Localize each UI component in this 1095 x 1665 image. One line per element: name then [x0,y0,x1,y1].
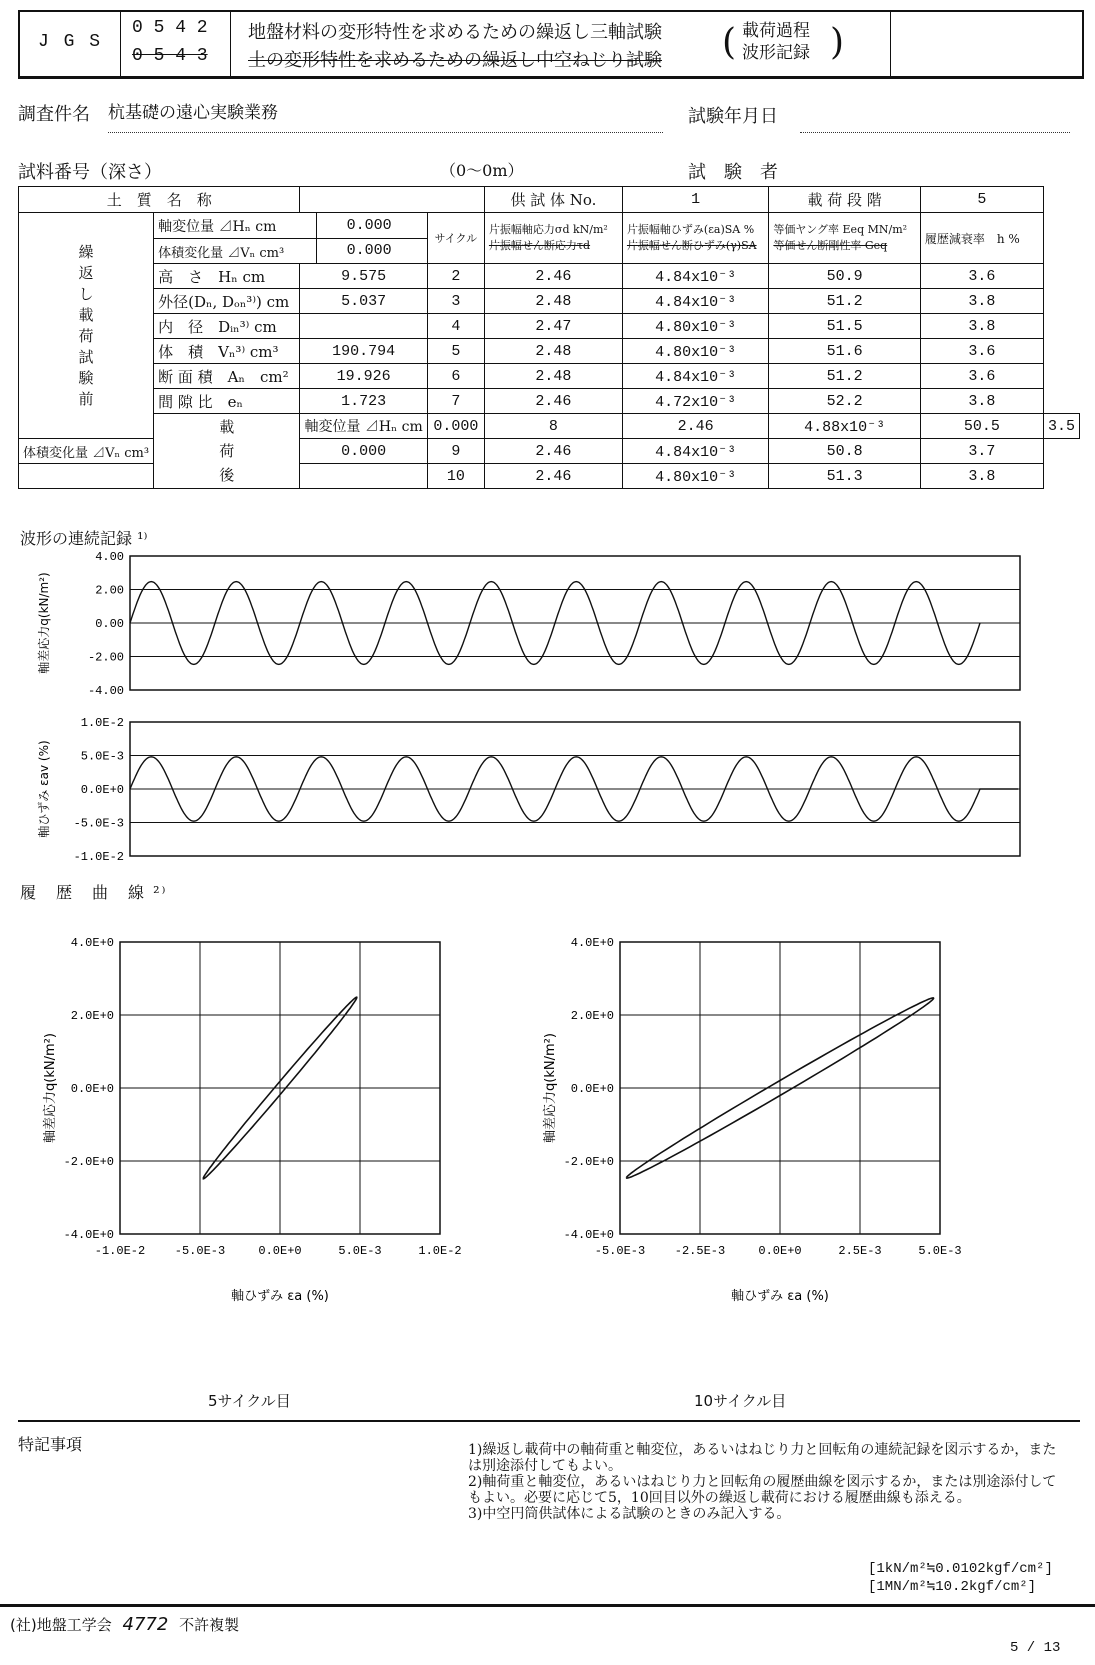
sample-label: 試料番号（深さ） [18,162,162,183]
tag-waveform-record: 波形記録 [742,43,810,63]
jgs-label: J G S [38,32,103,52]
table-row: 高 さ Hₙ cm 9.575 2 2.46 4.84x10⁻³ 50.9 3.6 [19,264,1080,289]
notes-block [468,1442,1068,1522]
damping-header: 履歴減衰率 h % [920,213,1043,264]
date-label: 試験年月日 [688,106,778,127]
x-tick-label: -1.0E-2 [94,1244,146,1258]
modulus-header: 等価ヤング率 Eeq MN/m² 等価せん断剛性率 Geq [769,213,921,264]
depth-value: （0～0m） [440,161,524,180]
cycle10-caption: 10サイクル目 [694,1392,787,1410]
footer-number: 4772 [122,1614,169,1635]
stage-value: 5 [920,187,1043,213]
post-loading-label: 載 荷 後 [154,414,300,489]
footer-publisher: (社)地盤工学会 4772 不許複製 [10,1614,240,1635]
survey-value: 杭基礎の遠心実験業務 [108,103,278,123]
x-tick-label: 0.0E+0 [758,1244,802,1258]
unit-conversions: [1kN/m²≒0.0102kgf/cm²] [1MN/m²≒10.2kgf/cm²] [868,1561,1053,1595]
hysteresis-cycle10-chart [540,930,980,1320]
hysteresis-cycle5-chart [40,930,480,1320]
date-underline [800,132,1070,133]
x-tick-label: -5.0E-3 [594,1244,646,1258]
y-tick-label: 4.0E+0 [70,936,114,950]
table-row: 断 面 積 Aₙ cm² 19.926 6 2.48 4.84x10⁻³ 51.2 3.6 [19,364,1080,389]
table-row: 内 径 Dᵢₙ³⁾ cm 4 2.47 4.80x10⁻³ 51.5 3.8 [19,314,1080,339]
pre-row-0: 軸変位量 ⊿Hₙ cm 0.000 [154,213,427,239]
y-tick-label: -1.0E-2 [73,850,124,864]
note-2: 2)軸荷重と軸変位，あるいはねじり力と回転角の履歴曲線を図示するか，または別途添付してもよい。必要に応じて5，10回目以外の繰返し載荷における履歴曲線も添える。 [468,1474,1057,1506]
x-axis-label: 軸ひずみ εa (%) [231,1289,329,1304]
y-tick-label: 2.0E+0 [570,1009,614,1023]
y-tick-label: 4.00 [95,550,124,564]
cycle-header: サイクル [427,213,484,264]
y-tick-label: 0.00 [95,617,124,631]
x-tick-label: -2.5E-3 [674,1244,726,1258]
table-row: 10 2.46 4.80x10⁻³ 51.3 3.8 [19,464,1080,489]
code-cell [120,12,231,76]
code-0543: 0 5 4 3 [132,46,208,66]
table-head-row [19,187,1080,213]
y-tick-label: -4.00 [87,684,124,698]
y-tick-label: 0.0E+0 [570,1082,614,1096]
x-tick-label: 5.0E-3 [338,1244,382,1258]
title-cell: 地盤材料の変形特性を求めるための繰返し三軸試験 土の変形特性を求めるための繰返し中空ねじり試験 ( 載荷過程 波形記録 ) [230,12,891,76]
y-tick-label: 1.0E-2 [80,716,124,730]
y-tick-label: 2.00 [95,583,124,598]
x-tick-label: 5.0E-3 [918,1244,962,1258]
title-tags [742,20,810,64]
y-tick-label: -2.00 [87,650,124,665]
y-tick-label: -2.0E+0 [563,1155,614,1169]
table-row: 間 隙 比 eₙ 1.723 7 2.46 4.72x10⁻³ 52.2 3.8 [19,389,1080,414]
column-header-row [19,213,1080,264]
tester-label: 試 験 者 [688,162,778,183]
y-tick-label: 0.0E+0 [80,783,124,797]
y-tick-label: -5.0E-3 [73,816,124,831]
specimen-no-value: 1 [622,187,768,213]
stage-label: 載 荷 段 階 [769,187,921,213]
table-row: 体積変化量 ⊿Vₙ cm³ 0.000 9 2.46 4.84x10⁻³ 50.8 3.7 [19,439,1080,464]
x-tick-label: 2.5E-3 [838,1244,882,1258]
pre-loading-label: 繰 返 し 載 荷 試 験 前 [19,213,154,439]
strain-waveform-chart [20,714,1050,872]
form-header [18,10,1084,79]
title-main: 地盤材料の変形特性を求めるための繰返し三軸試験 [248,22,662,43]
remarks-label: 特記事項 [18,1435,83,1454]
y-tick-label: 5.0E-3 [80,749,124,764]
data-table [18,186,1080,489]
stress-header: 片振幅軸応力σd kN/m² 片振幅せん断応力τd [484,213,622,264]
y-tick-label: -4.0E+0 [563,1228,614,1242]
y-axis-label: 軸差応力q(kN/m²) [43,1033,58,1143]
title-struck: 土の変形特性を求めるための繰返し中空ねじり試験 [248,50,662,71]
table-row: 載 荷 後 軸変位量 ⊿Hₙ cm 0.000 8 2.46 4.88x10⁻³ 50.5 3.5 [19,414,1080,439]
survey-label: 調査件名 [18,104,90,125]
pre-row-1: 体積変化量 ⊿Vₙ cm³ 0.000 [154,239,427,263]
y-tick-label: 4.0E+0 [570,936,614,950]
strain-header: 片振幅軸ひずみ(εa)SA % 片振幅せん断ひずみ(γ)SA [622,213,768,264]
remarks-divider [18,1420,1080,1422]
y-tick-label: -2.0E+0 [63,1155,114,1169]
note-1: 1)繰返し載荷中の軸荷重と軸変位，あるいはねじり力と回転角の連続記録を図示するか，または別途添付してもよい。 [468,1442,1057,1474]
x-tick-label: -5.0E-3 [174,1244,226,1258]
x-tick-label: 1.0E-2 [418,1244,462,1258]
x-tick-label: 0.0E+0 [258,1244,302,1258]
jgs-cell [20,12,121,76]
y-axis-label: 軸差応力q(kN/m²) [37,572,51,674]
soil-name-value [300,187,484,213]
wave-section-title: 波形の連続記録 ¹⁾ [20,529,148,548]
code-0542: 0 5 4 2 [132,18,208,38]
specimen-no-label: 供 試 体 No. [484,187,622,213]
hysteresis-section-title: 履 歴 曲 線 ²⁾ [20,883,168,902]
waveform-series-line [130,582,980,665]
stress-waveform-chart [20,548,1050,706]
footer-divider [0,1604,1095,1607]
y-tick-label: 0.0E+0 [70,1082,114,1096]
y-axis-label: 軸ひずみ εav (%) [37,740,51,838]
y-tick-label: -4.0E+0 [63,1228,114,1242]
note-3: 3)中空円筒供試体による試験のときのみ記入する。 [468,1506,791,1522]
soil-name-label: 土 質 名 称 [19,187,300,213]
page-number: 5 / 13 [1010,1640,1061,1656]
table-row: 外径(Dₙ, Dₒₙ³⁾) cm 5.037 3 2.48 4.84x10⁻³ 51.2 3.8 [19,289,1080,314]
table-row: 体 積 Vₙ³⁾ cm³ 190.794 5 2.48 4.80x10⁻³ 51.6 3.6 [19,339,1080,364]
survey-underline [108,132,663,133]
tag-loading-process: 載荷過程 [742,21,810,41]
y-tick-label: 2.0E+0 [70,1009,114,1023]
y-axis-label: 軸差応力q(kN/m²) [543,1033,558,1143]
x-axis-label: 軸ひずみ εa (%) [731,1289,829,1304]
cycle5-caption: 5サイクル目 [208,1392,291,1410]
